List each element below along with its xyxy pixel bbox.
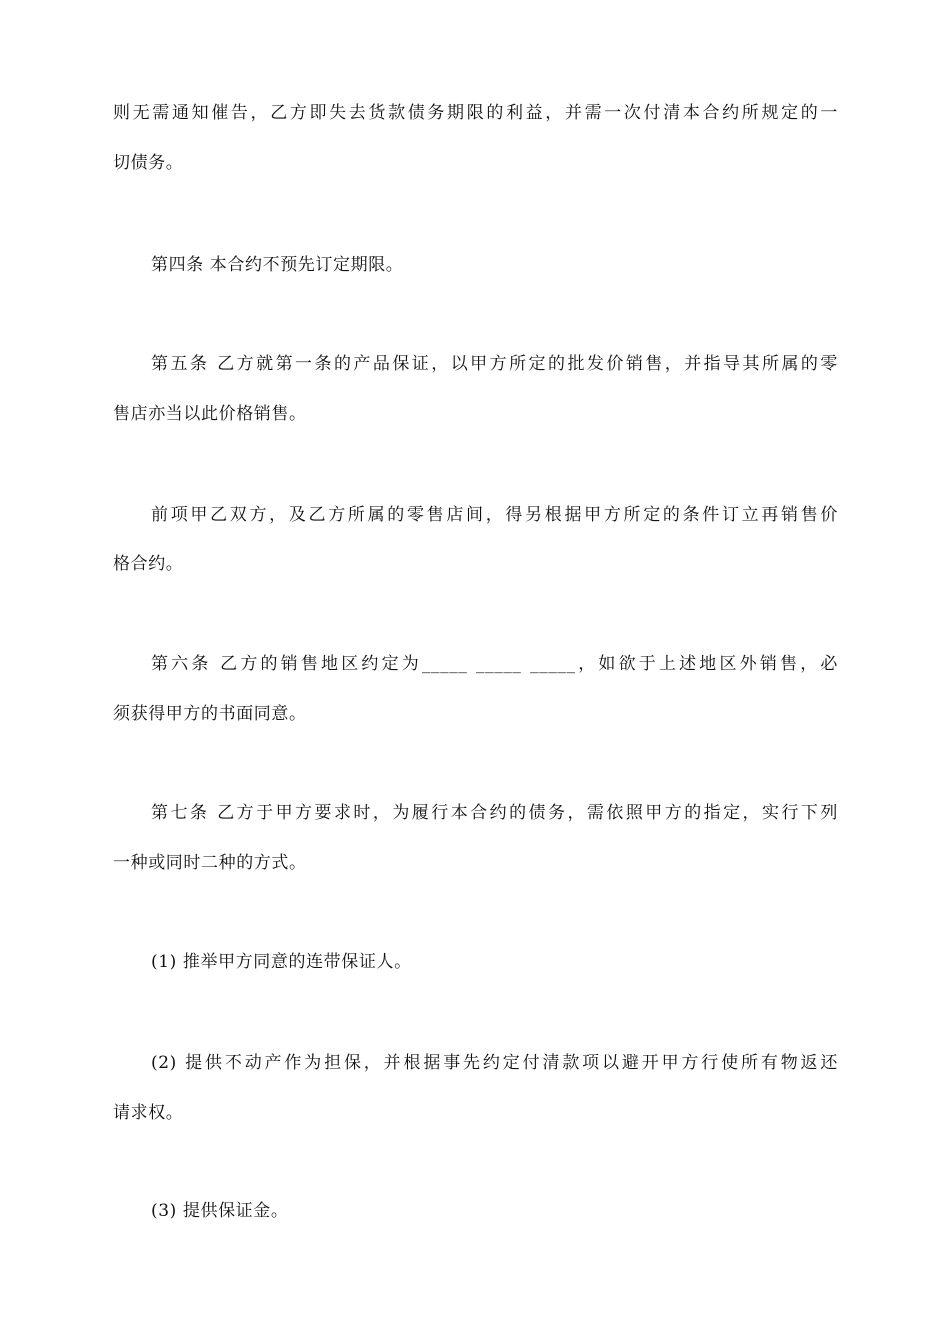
article-7-line: 第七条 乙方于甲方要求时，为履行本合约的债务，需依照甲方的指定，实行下列 — [151, 803, 838, 823]
article-6-line: 第六条 乙方的销售地区约定为_____ _____ _____，如欲于上述地区外销售，必 — [151, 654, 838, 674]
list-item: (1) 推举甲方同意的连带保证人。 — [151, 952, 412, 972]
article-5-line: 第五条 乙方就第一条的产品保证，以甲方所定的批发价销售，并指导其所属的零 — [151, 354, 838, 374]
paragraph-line: 则无需通知催告，乙方即失去货款债务期限的利益，并需一次付清本合约所规定的一 — [113, 103, 838, 123]
list-item: (2) 提供不动产作为担保，并根据事先约定付清款项以避开甲方行使所有物返还 — [151, 1053, 838, 1073]
paragraph-line: 售店亦当以此价格销售。 — [113, 404, 307, 424]
paragraph-line: 前项甲乙双方，及乙方所属的零售店间，得另根据甲方所定的条件订立再销售价 — [151, 505, 838, 525]
article-4-line: 第四条 本合约不预先订定期限。 — [151, 255, 404, 275]
paragraph-line: 一种或同时二种的方式。 — [113, 853, 307, 873]
paragraph-line: 请求权。 — [113, 1103, 184, 1123]
paragraph-line: 切债务。 — [113, 153, 184, 173]
paragraph-line: 格合约。 — [113, 554, 184, 574]
paragraph-line: 须获得甲方的书面同意。 — [113, 704, 307, 724]
list-item: (3) 提供保证金。 — [151, 1201, 289, 1221]
